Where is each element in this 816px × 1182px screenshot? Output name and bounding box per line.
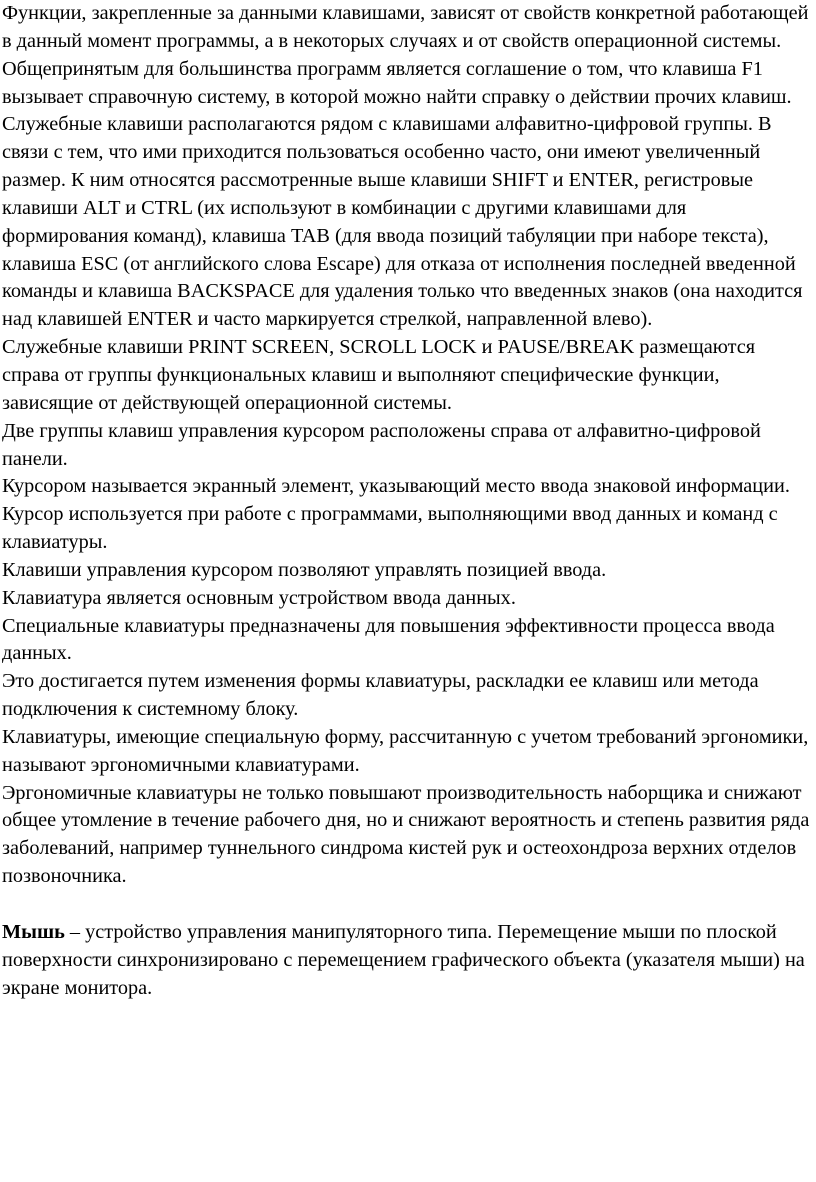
paragraph-cursor-keys: Клавиши управления курсором позволяют управлять позицией ввода. [2, 558, 607, 581]
paragraph-mouse [2, 919, 812, 1003]
paragraph-keyboard-shape: Это достигается путем изменения формы клавиатуры, раскладки ее клавиш или метода подключения к системному блоку. [2, 670, 759, 721]
paragraph-ergonomic-benefits: Эргономичные клавиатуры не только повышают производительность наборщика и снижают общее утомление в течение рабочего дня, но и снижают вероятность и степень развития ряда заболеваний, например туннельного синдрома кистей рук и остеохондроза верхних отделов позвоночника. [2, 781, 810, 888]
document-page [2, 0, 812, 1002]
mouse-term: Мышь [2, 920, 65, 943]
paragraph-cursor-definition: Курсором называется экранный элемент, указывающий место ввода знаковой информации. [2, 475, 790, 498]
paragraph-ergonomic-definition: Клавиатуры, имеющие специальную форму, рассчитанную с учетом требований эргономики, называют эргономичными клавиатурами. [2, 725, 809, 776]
paragraph-key-functions: Функции, закрепленные за данными клавишами, зависят от свойств конкретной работающей в данный момент программы, а в некоторых случаях и от свойств операционной системы. [2, 2, 809, 52]
paragraph-f1-help: Общепринятым для большинства программ является соглашение о том, что клавиша F1 вызывает справочную систему, в которой можно найти справку о действии прочих клавиш. [2, 57, 792, 108]
paragraph-special-keyboards: Специальные клавиатуры предназначены для повышения эффективности процесса ввода данных. [2, 614, 775, 665]
paragraph-service-keys: Служебные клавиши располагаются рядом с клавишами алфавитно-цифровой группы. В связи с тем, что ими приходится пользоваться особенно часто, они имеют увеличенный размер. К ним относятся рассмотренные выше клавиши SHIFT и ENTER, регистровые клавиши ALT и CTRL (их используют в комбинации с другими клавишами для формирования команд), клавиша TAB (для ввода позиций табуляции при наборе текста), клавиша ESC (от английского слова Escape) для отказа от исполнения последней введенной команды и клавиша BACKSPACE для удаления только что введенных знаков (она находится над клавишей ENTER и часто маркируется стрелкой, направленной влево). [2, 113, 803, 331]
blank-line [2, 891, 812, 919]
mouse-definition: – устройство управления манипуляторного типа. Перемещение мыши по плоской поверхности синхронизировано с перемещением графического объекта (указателя мыши) на экране монитора. [2, 920, 805, 999]
paragraph-keyboard-main-input: Клавиатура является основным устройством ввода данных. [2, 586, 516, 609]
paragraph-cursor-usage: Курсор используется при работе с программами, выполняющими ввод данных и команд с клавиатуры. [2, 503, 778, 554]
paragraph-cursor-key-groups: Две группы клавиш управления курсором расположены справа от алфавитно-цифровой панели. [2, 419, 761, 470]
paragraph-print-screen-keys: Служебные клавиши PRINT SCREEN, SCROLL LOCK и PAUSE/BREAK размещаются справа от группы функциональных клавиш и выполняют специфические функции, зависящие от действующей операционной системы. [2, 336, 756, 414]
